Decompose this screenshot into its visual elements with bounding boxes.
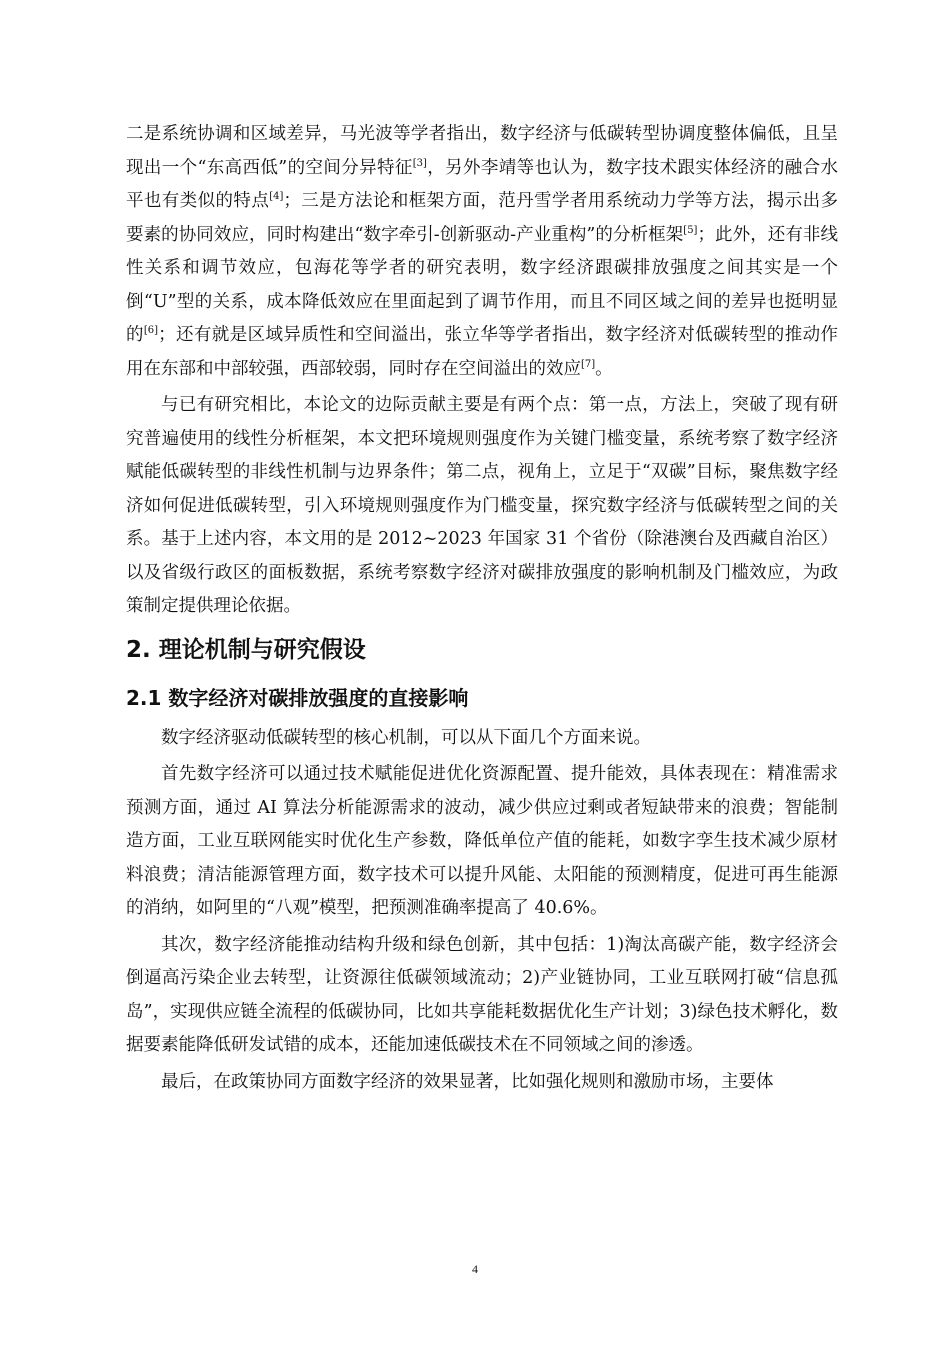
paragraph-technology-empowerment: 首先数字经济可以通过技术赋能促进优化资源配置、提升能效，具体表现在：精准需求预测方面，通过 AI 算法分析能源需求的波动，减少供应过剩或者短缺带来的浪费；智能制造方面，工业互联网能实时优化生产参数，降低单位产值的能耗，如数字孪生技术减少原材料浪费；清洁能源管理方面，数字技术可以提升风能、太阳能的预测精度，促进可再生能源的消纳，如阿里的“八观”模型，把预测准确率提高了 40.6%。 (126, 764, 838, 918)
paragraph-text: ；三是方法论和框架方面，范丹雪学者用系统动力学等方法，揭示出多要素的协同效应，同时构建出“数字牵引-创新驱动-产业重构”的分析框架 (126, 191, 839, 245)
citation-ref[interactable]: [4] (269, 191, 284, 202)
paper-page-body (126, 118, 838, 1099)
citation-ref[interactable]: [5] (683, 224, 698, 236)
citation-ref[interactable]: [3] (412, 157, 427, 169)
paragraph-text: 。 (595, 358, 613, 379)
paragraph-policy-coordination: 最后，在政策协同方面数字经济的效果显著，比如强化规则和激励市场，主要体 (161, 1071, 774, 1092)
paragraph-text: ；还有就是区域异质性和空间溢出，张立华等学者指出，数字经济对低碳转型的推动作用在东部和中部较强，西部较弱，同时存在空间溢出的效应 (126, 325, 838, 379)
paragraph-marginal-contribution: 与已有研究相比，本论文的边际贡献主要是有两个点：第一点，方法上，突破了现有研究普遍使用的线性分析框架，本文把环境规则强度作为关键门槛变量，系统考察了数字经济赋能低碳转型的非线性机制与边界条件；第二点，视角上，立足于“双碳”目标，聚焦数字经济如何促进低碳转型，引入环境规则强度作为门槛变量，探究数字经济与低碳转型之间的关系。基于上述内容，本文用的是 2012~2023 年国家 31 个省份（除港澳台及西藏自治区）以及省级行政区的面板数据，系统考察数字经济对碳排放强度的影响机制及门槛效应，为政策制定提供理论依据。 (126, 395, 838, 616)
citation-ref[interactable]: [7] (581, 358, 596, 370)
section-heading-theory: 2. 理论机制与研究假设 (126, 636, 366, 663)
citation-ref[interactable]: [6] (143, 325, 159, 336)
paragraph-structural-upgrade: 其次，数字经济能推动结构升级和绿色创新，其中包括：1)淘汰高碳产能，数字经济会倒逼高污染企业去转型，让资源往低碳领域流动；2)产业链协同，工业互联网打破“信息孤岛”，实现供应链全流程的低碳协同，比如共享能耗数据优化生产计划；3)绿色技术孵化，数据要素能降低研发试错的成本，还能加速低碳技术在不同领域之间的渗透。 (126, 934, 838, 1055)
paragraph-core-mechanism: 数字经济驱动低碳转型的核心机制，可以从下面几个方面来说。 (161, 727, 651, 748)
subsection-heading-direct-impact: 2.1 数字经济对碳排放强度的直接影响 (126, 685, 469, 710)
paragraph-system-coordination (126, 118, 838, 386)
paragraph-text: ，另外李靖等也认为，数字技术跟实体经济的融合水平也有类似的特点 (126, 157, 838, 211)
page-number: 4 (472, 1262, 478, 1276)
paragraph-text: 二是系统协调和区域差异，马光波等学者指出，数字经济与低碳转型协调度整体偏低，且呈现出一个“东高西低”的空间分异特征 (126, 124, 838, 178)
paragraph-text: ；此外，还有非线性关系和调节效应，包海花等学者的研究表明，数字经济跟碳排放强度之间其实是一个倒“U”型的关系，成本降低效应在里面起到了调节作用，而且不同区域之间的差异也挺明显的 (126, 224, 838, 345)
